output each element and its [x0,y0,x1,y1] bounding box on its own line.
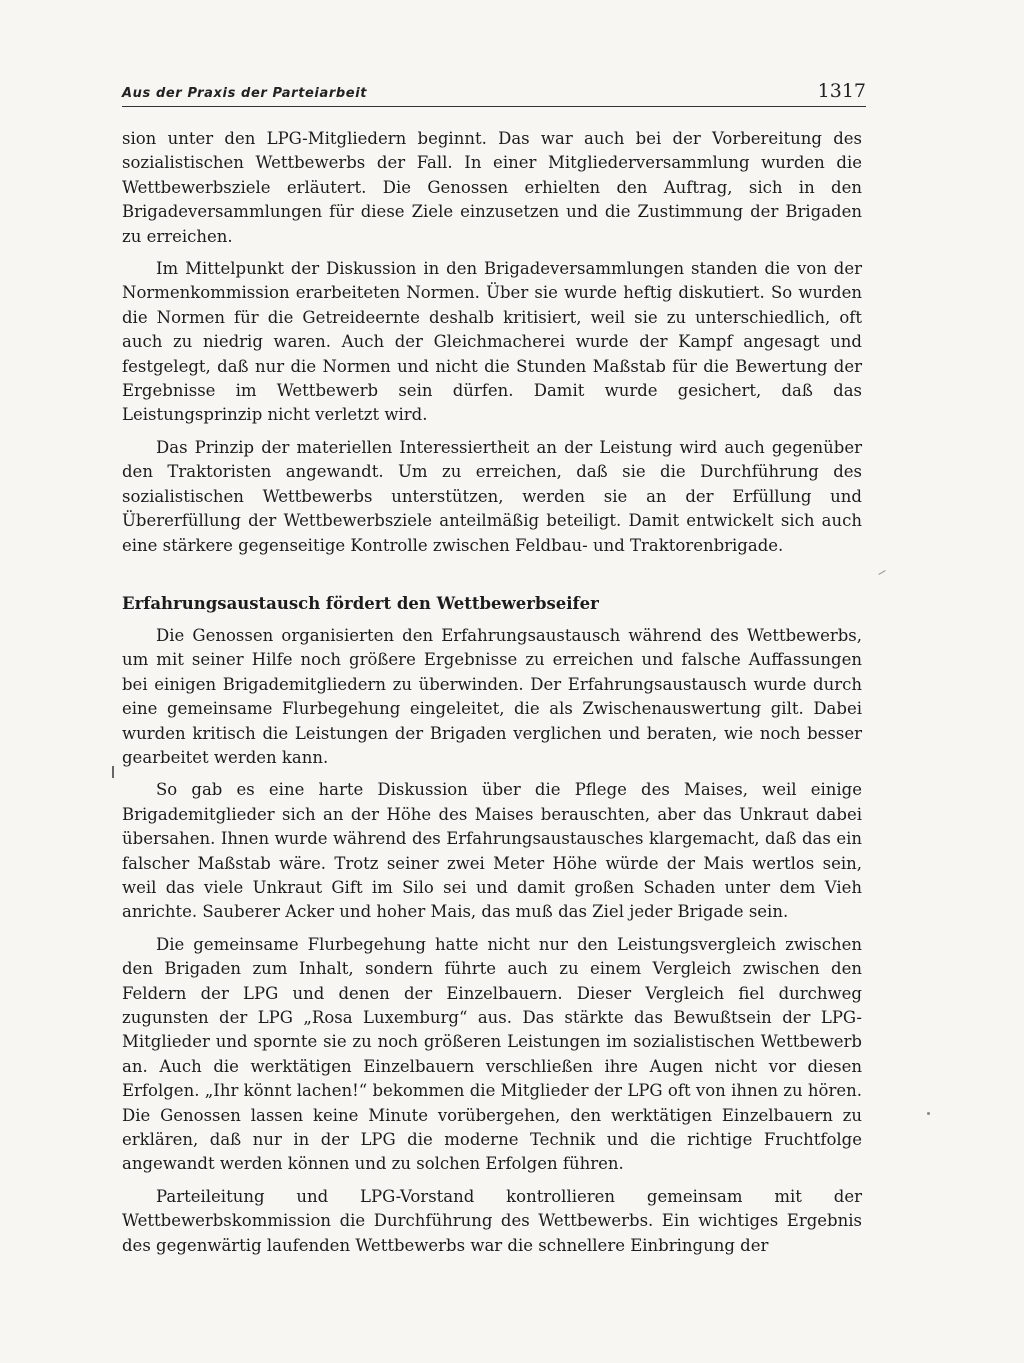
scan-mark [927,1112,930,1115]
paragraph: So gab es eine harte Diskussion über die Pflege des Maises, weil einige Brigademitglieder sich an der Höhe des Maises berauschten, aber das Unkraut dabei übersahen. Ihnen wurde während des Erfahrungsaustausches klargemacht, daß das ein falscher Maßstab wäre. Trotz seiner zwei Meter Höhe würde der Mais wertlos sein, weil das viele Unkraut Gift im Silo sei und damit großen Schaden unter dem Vieh anrichte. Sauberer Acker und hoher Mais, das muß das Ziel jeder Brigade sein. [122,780,862,922]
running-title: Aus der Praxis der Parteiarbeit [122,86,368,101]
paragraph: Die Genossen organisierten den Erfahrungsaustausch während des Wettbewerbs, um mit seiner Hilfe noch größere Ergebnisse zu erreichen und falsche Auffassungen bei einigen Brigademitgliedern zu überwinden. Der Erfahrungsaustausch wurde durch eine gemeinsame Flurbegehung eingeleitet, die als Zwischenauswertung gilt. Dabei wurden kritisch die Leistungen der Brigaden verglichen und beraten, wie noch besser gearbeitet werden kann. [122,625,862,767]
body-text [122,127,862,1266]
paragraph: Im Mittelpunkt der Diskussion in den Brigadeversammlungen standen die von der Normenkommission erarbeiteten Normen. Über sie wurde heftig diskutiert. So wurden die Normen für die Getreideernte deshalb kritisiert, weil sie zu unterschiedlich, oft auch zu niedrig waren. Auch der Gleichmacherei wurde der Kampf angesagt und festgelegt, daß nur die Normen und nicht die Stunden Maßstab für die Bewertung der Ergebnisse im Wettbewerb sein dürfen. Damit wurde gesichert, daß das Leistungsprinzip nicht verletzt wird. [122,259,862,425]
paragraph: Das Prinzip der materiellen Interessiertheit an der Leistung wird auch gegenüber den Traktoristen angewandt. Um zu erreichen, daß sie die Durchführung des sozialistischen Wettbewerbs unterstützen, werden sie an der Erfüllung und Übererfüllung der Wettbewerbsziele anteilmäßig beteiligt. Damit entwickelt sich auch eine stärkere gegenseitige Kontrolle zwischen Feldbau- und Traktorenbrigade. [122,437,862,555]
running-header [122,80,866,108]
paragraph: Parteileitung und LPG-Vorstand kontrollieren gemeinsam mit der Wettbewerbskommission die Durchführung des Wettbewerbs. Ein wichtiges Ergebnis des gegenwärtig laufenden Wettbewerbs war die schnellere Einbringung der [122,1186,862,1255]
header-rule [122,106,866,107]
paragraph: sion unter den LPG-Mitgliedern beginnt. Das war auch bei der Vorbereitung des sozialistischen Wettbewerbs der Fall. In einer Mitgliederversammlung wurden die Wettbewerbsziele erläutert. Die Genossen erhielten den Auftrag, sich in den Brigadeversammlungen für diese Ziele einzusetzen und die Zustimmung der Brigaden zu erreichen. [122,129,862,246]
scan-mark [878,570,885,575]
page-number: 1317 [817,80,866,102]
scan-mark [112,766,114,778]
section-heading: Erfahrungsaustausch fördert den Wettbewerbseifer [122,593,599,613]
paragraph: Die gemeinsame Flurbegehung hatte nicht nur den Leistungsvergleich zwischen den Brigaden zum Inhalt, sondern führte auch zu einem Vergleich zwischen den Feldern der LPG und denen der Einzelbauern. Dieser Vergleich fiel durchweg zugunsten der LPG „Rosa Luxemburg“ aus. Das stärkte das Bewußtsein der LPG-Mitglieder und spornte sie zu noch größeren Leistungen im sozialistischen Wettbewerb an. Auch die werktätigen Einzelbauern verschließen ihre Augen nicht vor diesen Erfolgen. „Ihr könnt lachen!“ bekommen die Mitglieder der LPG oft von ihnen zu hören. Die Genossen lassen keine Minute vorübergehen, den werktätigen Einzelbauern zu erklären, daß nur in der LPG die moderne Technik und die richtige Fruchtfolge angewandt werden können und zu solchen Erfolgen führen. [122,934,862,1174]
